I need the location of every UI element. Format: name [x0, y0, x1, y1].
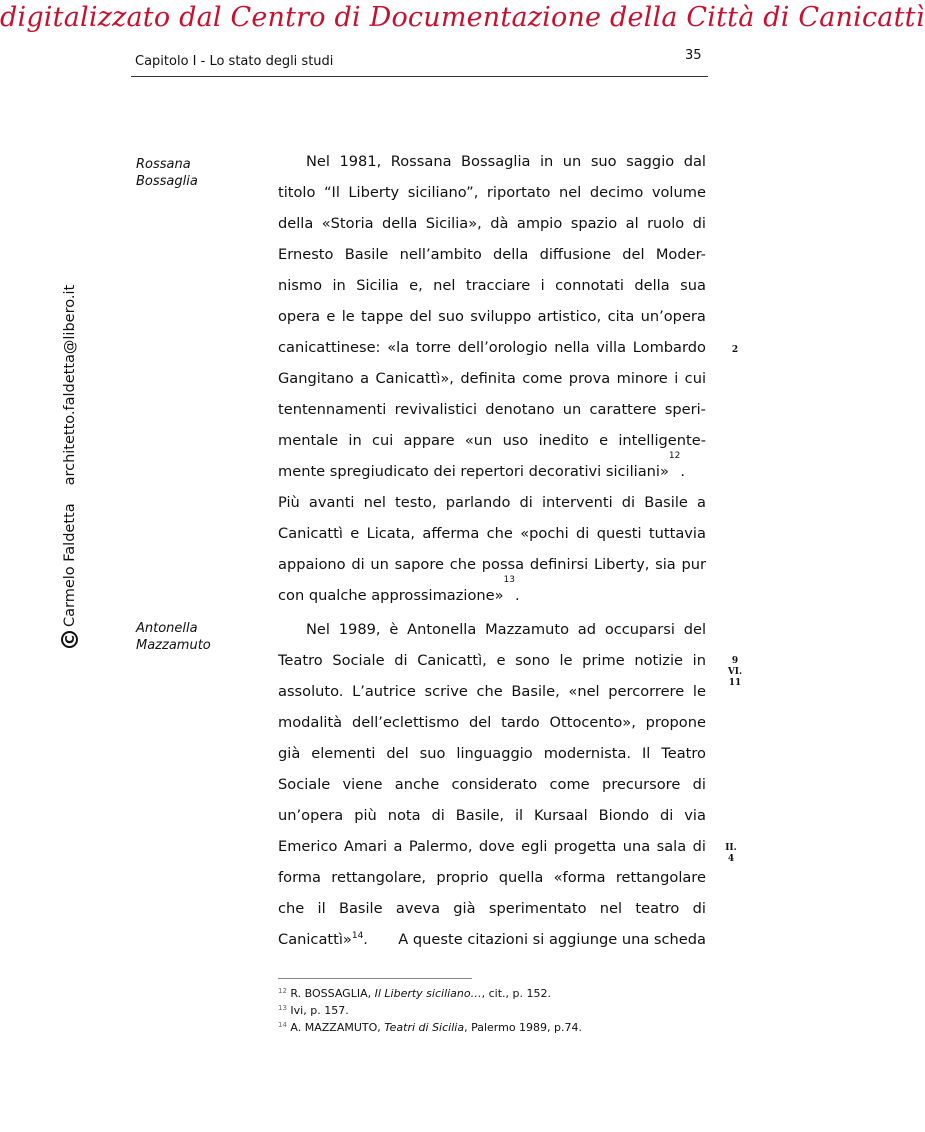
word: che: [476, 683, 503, 700]
word: Gangitano: [278, 370, 354, 387]
text-line: [278, 769, 706, 800]
word: «un: [464, 432, 493, 449]
word: di: [576, 525, 590, 542]
word: una: [622, 838, 651, 855]
word: questi: [596, 525, 642, 542]
word: in: [692, 652, 706, 669]
word: suo: [438, 308, 464, 325]
word: e: [599, 432, 609, 449]
word: Licata,: [366, 525, 416, 542]
word: come: [549, 776, 590, 793]
word: Nel: [306, 153, 330, 170]
footnote-rest: , cit., p. 152.: [481, 987, 552, 1000]
word: del: [622, 246, 645, 263]
credit-author: Carmelo Faldetta: [61, 503, 78, 627]
margin-note-line: Bossaglia: [136, 174, 198, 189]
right-marker-line: 9: [731, 656, 739, 666]
word: un: [562, 153, 582, 170]
text-line: [278, 549, 706, 580]
paragraph-mazzamuto: [278, 614, 706, 955]
word: sia: [655, 556, 676, 573]
word: avanti: [308, 494, 355, 511]
word: dà: [490, 215, 509, 232]
header-rule: [131, 76, 708, 77]
text-line: [278, 518, 706, 549]
text-line: [278, 924, 706, 955]
text-line: [278, 862, 706, 893]
word: Più: [278, 494, 300, 511]
text-line: [278, 146, 706, 177]
word: “Il: [323, 184, 340, 201]
word: e,: [409, 277, 423, 294]
text-line: [278, 707, 706, 738]
word: di: [621, 494, 636, 511]
word: speri-: [664, 401, 706, 418]
word: e: [350, 525, 360, 542]
text-line: [278, 363, 706, 394]
word: Mazzamuto: [485, 621, 569, 638]
word: 1989,: [338, 621, 381, 638]
word: modalità: [278, 714, 343, 731]
word: suo: [590, 153, 617, 170]
word: tardo: [501, 714, 540, 731]
word: teatro: [635, 900, 680, 917]
footnote-rule: [278, 978, 472, 979]
word: propone: [645, 714, 706, 731]
word: definita: [460, 370, 516, 387]
digitization-banner: digitalizzato dal Centro di Documentazione della Città di Canicattì: [0, 2, 925, 33]
word: testo,: [395, 494, 437, 511]
word: «Storia: [321, 215, 374, 232]
footnote-title: Teatri di Sicilia: [384, 1021, 465, 1034]
word: Liberty: [348, 184, 400, 201]
word: minore: [616, 370, 668, 387]
word: revivalistici: [394, 401, 478, 418]
margin-note-bossaglia: [136, 156, 256, 190]
word: appaiono: [278, 556, 346, 573]
word: come: [522, 370, 563, 387]
word: denotano: [485, 401, 555, 418]
word: di: [431, 807, 445, 824]
word: della: [278, 215, 314, 232]
word: sviluppo: [470, 308, 532, 325]
word: canicattinese:: [278, 339, 381, 356]
word: le: [692, 683, 706, 700]
word: più: [354, 807, 377, 824]
word: che: [449, 556, 477, 573]
text-line: [278, 425, 706, 456]
word: Ottocento»,: [549, 714, 636, 731]
text-run: con qualche approssimazione»: [278, 587, 504, 604]
word: interventi: [541, 494, 613, 511]
word: forma: [278, 869, 321, 886]
word: aveva: [395, 900, 441, 917]
word: prova: [568, 370, 611, 387]
text-line: [278, 800, 706, 831]
word: della: [382, 215, 418, 232]
word: nota: [387, 807, 421, 824]
word: assoluto.: [278, 683, 344, 700]
word: ad: [577, 621, 597, 638]
word: sua: [680, 277, 706, 294]
word: decimo: [589, 184, 644, 201]
word: nel: [363, 494, 386, 511]
word: viene: [342, 776, 383, 793]
word: nella: [554, 339, 590, 356]
side-credit: [61, 285, 78, 648]
footnote-number: 12: [278, 987, 287, 995]
word: Bossaglia: [461, 153, 531, 170]
word: nel: [559, 184, 582, 201]
word: un: [370, 556, 389, 573]
text-line: [278, 645, 706, 676]
word: nel: [433, 277, 456, 294]
word: il: [317, 900, 326, 917]
text-line: [278, 270, 706, 301]
word: già: [278, 745, 301, 762]
text-line: [278, 208, 706, 239]
margin-note-line: Rossana: [136, 157, 191, 172]
text-line: [278, 676, 706, 707]
word: Moder-: [655, 246, 706, 263]
word: Sociale: [332, 652, 385, 669]
word: parlando: [445, 494, 511, 511]
word: «nel: [568, 683, 600, 700]
word: Sociale: [278, 776, 331, 793]
right-marker: [723, 345, 747, 356]
word: di: [692, 215, 706, 232]
text-run: .: [363, 931, 368, 948]
footnote-author: R. BOSSAGLIA,: [290, 987, 372, 1000]
word: Canicattì: [278, 525, 343, 542]
word: i: [540, 277, 545, 294]
word: suo: [419, 745, 446, 762]
word: dal: [683, 153, 706, 170]
word: a: [360, 370, 370, 387]
footnote-number: 13: [278, 1004, 287, 1012]
word: afferma: [422, 525, 480, 542]
margin-note-line: Mazzamuto: [136, 638, 211, 653]
word: rettangolare: [615, 869, 706, 886]
word: al: [625, 215, 639, 232]
word: di: [692, 900, 706, 917]
word: L’autrice: [352, 683, 416, 700]
footnote-ref-12[interactable]: 12: [668, 451, 681, 461]
word: Sicilia»,: [425, 215, 482, 232]
word: del: [683, 621, 706, 638]
word: le: [341, 308, 355, 325]
text-line: [278, 614, 706, 645]
word: del: [469, 714, 492, 731]
word: artistico,: [537, 308, 602, 325]
word: connotati: [555, 277, 624, 294]
text-run: mente spregiudicato dei repertori decorativi siciliani»: [278, 463, 669, 480]
word: tentennamenti: [278, 401, 387, 418]
word: 1981,: [339, 153, 382, 170]
word: il: [515, 807, 524, 824]
word: «pochi: [520, 525, 569, 542]
text-line: [278, 239, 706, 270]
word: opera: [278, 308, 321, 325]
word: un’opera: [278, 807, 344, 824]
text-line: [278, 487, 706, 518]
word: Il: [641, 745, 651, 762]
text-line: [278, 831, 706, 862]
word: «forma: [553, 869, 606, 886]
right-marker-line: 11: [728, 678, 742, 688]
word: in: [539, 153, 554, 170]
word: sono: [515, 652, 550, 669]
word: Amari: [343, 838, 388, 855]
word: prime: [582, 652, 625, 669]
footnote-title: Il Liberty siciliano…: [374, 987, 482, 1000]
word: i: [674, 370, 679, 387]
footnote-14: [278, 1019, 582, 1036]
word: mentale: [278, 432, 339, 449]
word: tuttavia: [648, 525, 706, 542]
copyright-icon: C: [61, 631, 78, 648]
right-marker: [719, 843, 743, 865]
page-number: 35: [685, 48, 702, 63]
text-run: .: [515, 587, 520, 604]
word: Lombardo: [632, 339, 706, 356]
word: modernista.: [543, 745, 632, 762]
footnote-12: [278, 985, 582, 1002]
text-line: [278, 575, 706, 611]
word: Nel: [306, 621, 330, 638]
word: è: [389, 621, 399, 638]
word: possa: [481, 556, 525, 573]
word: in: [332, 277, 346, 294]
word: anche: [394, 776, 440, 793]
word: ruolo: [647, 215, 685, 232]
word: saggio: [626, 153, 675, 170]
right-marker-line: II.: [725, 843, 737, 853]
word: dove: [478, 838, 515, 855]
word: definirsi: [529, 556, 589, 573]
word: della: [634, 277, 670, 294]
word: siciliano”,: [407, 184, 479, 201]
word: uso: [502, 432, 529, 449]
word: di: [351, 556, 365, 573]
footnotes: [278, 985, 582, 1036]
text-run: .: [680, 463, 685, 480]
word: proprio: [436, 869, 489, 886]
word: Teatro: [278, 652, 323, 669]
word: notizie: [634, 652, 683, 669]
word: di: [394, 652, 408, 669]
word: sapore: [394, 556, 445, 573]
word: nell’ambito: [399, 246, 482, 263]
word: Ernesto: [278, 246, 334, 263]
word: Canicattì»,: [375, 370, 454, 387]
word: le: [559, 652, 573, 669]
word: già: [453, 900, 476, 917]
word: e: [326, 308, 336, 325]
word: rettangolare,: [331, 869, 427, 886]
footnote-author: A. MAZZAMUTO,: [290, 1021, 381, 1034]
footnote-13: [278, 1002, 582, 1019]
text-line: [278, 893, 706, 924]
word: del: [409, 308, 432, 325]
word: a: [393, 838, 403, 855]
word: nel: [599, 900, 623, 917]
word: e: [496, 652, 506, 669]
word: dell’eclettismo: [351, 714, 460, 731]
word: a: [697, 494, 706, 511]
word: «la: [387, 339, 410, 356]
word: linguaggio: [456, 745, 533, 762]
word: Palermo,: [408, 838, 473, 855]
footnote-rest: , Palermo 1989, p.74.: [464, 1021, 583, 1034]
word: del: [386, 745, 409, 762]
word: tappe: [361, 308, 404, 325]
word: di: [519, 494, 533, 511]
text-line: [278, 301, 706, 332]
running-title: Capitolo I - Lo stato degli studi: [135, 54, 334, 69]
text-line: [278, 738, 706, 769]
word: sperimentato: [488, 900, 587, 917]
word: villa: [596, 339, 627, 356]
word: Sicilia: [356, 277, 399, 294]
word: percorrere: [608, 683, 685, 700]
word: Kursaal: [534, 807, 588, 824]
footnote-ref-13[interactable]: 13: [503, 575, 515, 585]
word: torre: [415, 339, 451, 356]
word: che: [278, 900, 305, 917]
word: Basile,: [455, 807, 505, 824]
word: quella: [498, 869, 544, 886]
word: diffusione: [539, 246, 612, 263]
text-run: [278, 924, 368, 955]
word: Teatro: [661, 745, 706, 762]
paragraph-bossaglia: [278, 146, 706, 611]
word: considerato: [451, 776, 538, 793]
word: inedito: [538, 432, 589, 449]
word: sala: [656, 838, 687, 855]
text-run: A queste citazioni si aggiunge una scheda: [398, 931, 706, 948]
word: pur: [681, 556, 706, 573]
word: Liberty,: [593, 556, 650, 573]
text-line: [278, 177, 706, 208]
word: spazio: [570, 215, 618, 232]
word: Basile: [644, 494, 688, 511]
word: di: [692, 838, 706, 855]
text-line: [278, 332, 706, 363]
word: progetta: [553, 838, 617, 855]
word: Canicattì,: [417, 652, 487, 669]
text-line: [278, 451, 706, 487]
right-marker-line: 2: [731, 345, 739, 355]
word: Antonella: [407, 621, 477, 638]
word: che: [486, 525, 513, 542]
word: Emerico: [278, 838, 338, 855]
word: elementi: [311, 745, 376, 762]
word: di: [660, 807, 674, 824]
word: volume: [651, 184, 706, 201]
word: un: [562, 401, 582, 418]
word: della: [493, 246, 529, 263]
text-line: [278, 394, 706, 425]
word: intelligente-: [618, 432, 706, 449]
margin-note-line: Antonella: [136, 621, 198, 636]
word: titolo: [278, 184, 316, 201]
word: via: [684, 807, 706, 824]
word: in: [348, 432, 362, 449]
word: ampio: [516, 215, 563, 232]
footnote-number: 14: [278, 1021, 287, 1029]
word: un’opera: [640, 308, 706, 325]
word: cui: [684, 370, 706, 387]
word: Rossana: [390, 153, 452, 170]
margin-note-mazzamuto: [136, 620, 256, 654]
right-marker-line: 4: [727, 854, 735, 864]
word: scrive: [424, 683, 468, 700]
word: Biondo: [598, 807, 650, 824]
word: nismo: [278, 277, 323, 294]
word: tracciare: [465, 277, 531, 294]
word: cita: [607, 308, 635, 325]
word: Basile: [344, 246, 389, 263]
right-marker-line: VI.: [727, 667, 743, 677]
word: appare: [403, 432, 455, 449]
word: riportato: [486, 184, 551, 201]
word: precursore: [601, 776, 681, 793]
word: carattere: [589, 401, 657, 418]
word: egli: [521, 838, 548, 855]
word: cui: [371, 432, 394, 449]
word: di: [692, 776, 706, 793]
word: Basile: [338, 900, 383, 917]
word: occuparsi: [604, 621, 675, 638]
word: Basile,: [511, 683, 560, 700]
footnote-ref-14[interactable]: 14: [351, 931, 364, 941]
right-marker: [723, 656, 747, 689]
text-run: Canicattì»: [278, 931, 352, 948]
footnote-author: Ivi, p. 157.: [290, 1004, 349, 1017]
word: dell’orologio: [457, 339, 548, 356]
credit-email: architetto.faldetta@libero.it: [61, 284, 78, 486]
